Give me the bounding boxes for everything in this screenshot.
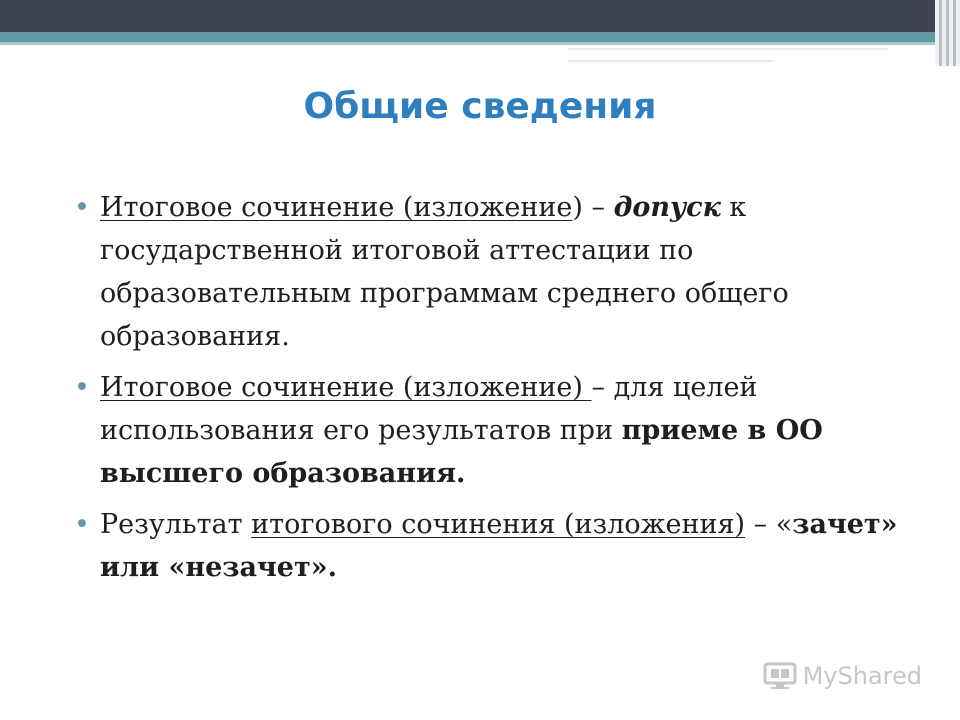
- text: к государственной итоговой аттестации по образовательным программам среднего общего образования.: [100, 192, 789, 352]
- underlined-text: Итоговое сочинение (изложение): [100, 372, 592, 403]
- banner-accent-line: [568, 60, 773, 62]
- slide-title: Общие сведения: [303, 86, 657, 127]
- text: ) –: [572, 192, 614, 223]
- bullet-item: [74, 186, 914, 358]
- underlined-text: итогового сочинения (изложения): [251, 509, 746, 540]
- banner-stripe: [953, 0, 956, 66]
- top-banner-teal: [0, 32, 935, 42]
- bullet-list: [74, 186, 914, 597]
- top-banner-dark: [0, 0, 935, 32]
- bold-text: приеме в ОО высшего образования.: [100, 415, 823, 489]
- bold-text: зачет» или «незачет».: [100, 509, 898, 583]
- watermark-text: MyShared: [802, 662, 922, 690]
- text: – для целей использования его результатов при: [100, 372, 758, 446]
- text: Результат: [100, 509, 252, 540]
- underlined-text: Итоговое сочинение (изложение: [100, 192, 573, 223]
- bullet-item: [74, 366, 914, 495]
- monitor-icon: [763, 662, 797, 690]
- banner-stripe: [939, 0, 942, 66]
- banner-right-block: [935, 0, 960, 66]
- watermark-logo: [763, 662, 922, 690]
- bullet-icon: •: [74, 372, 90, 403]
- top-banner-teal-light: [0, 42, 935, 45]
- bullet-icon: •: [74, 509, 90, 540]
- banner-accent-line: [568, 48, 888, 50]
- bullet-item: [74, 503, 914, 589]
- text: – «: [745, 509, 793, 540]
- emphasis-text: допуск: [613, 192, 721, 223]
- bullet-icon: •: [74, 192, 90, 223]
- banner-stripe: [946, 0, 949, 66]
